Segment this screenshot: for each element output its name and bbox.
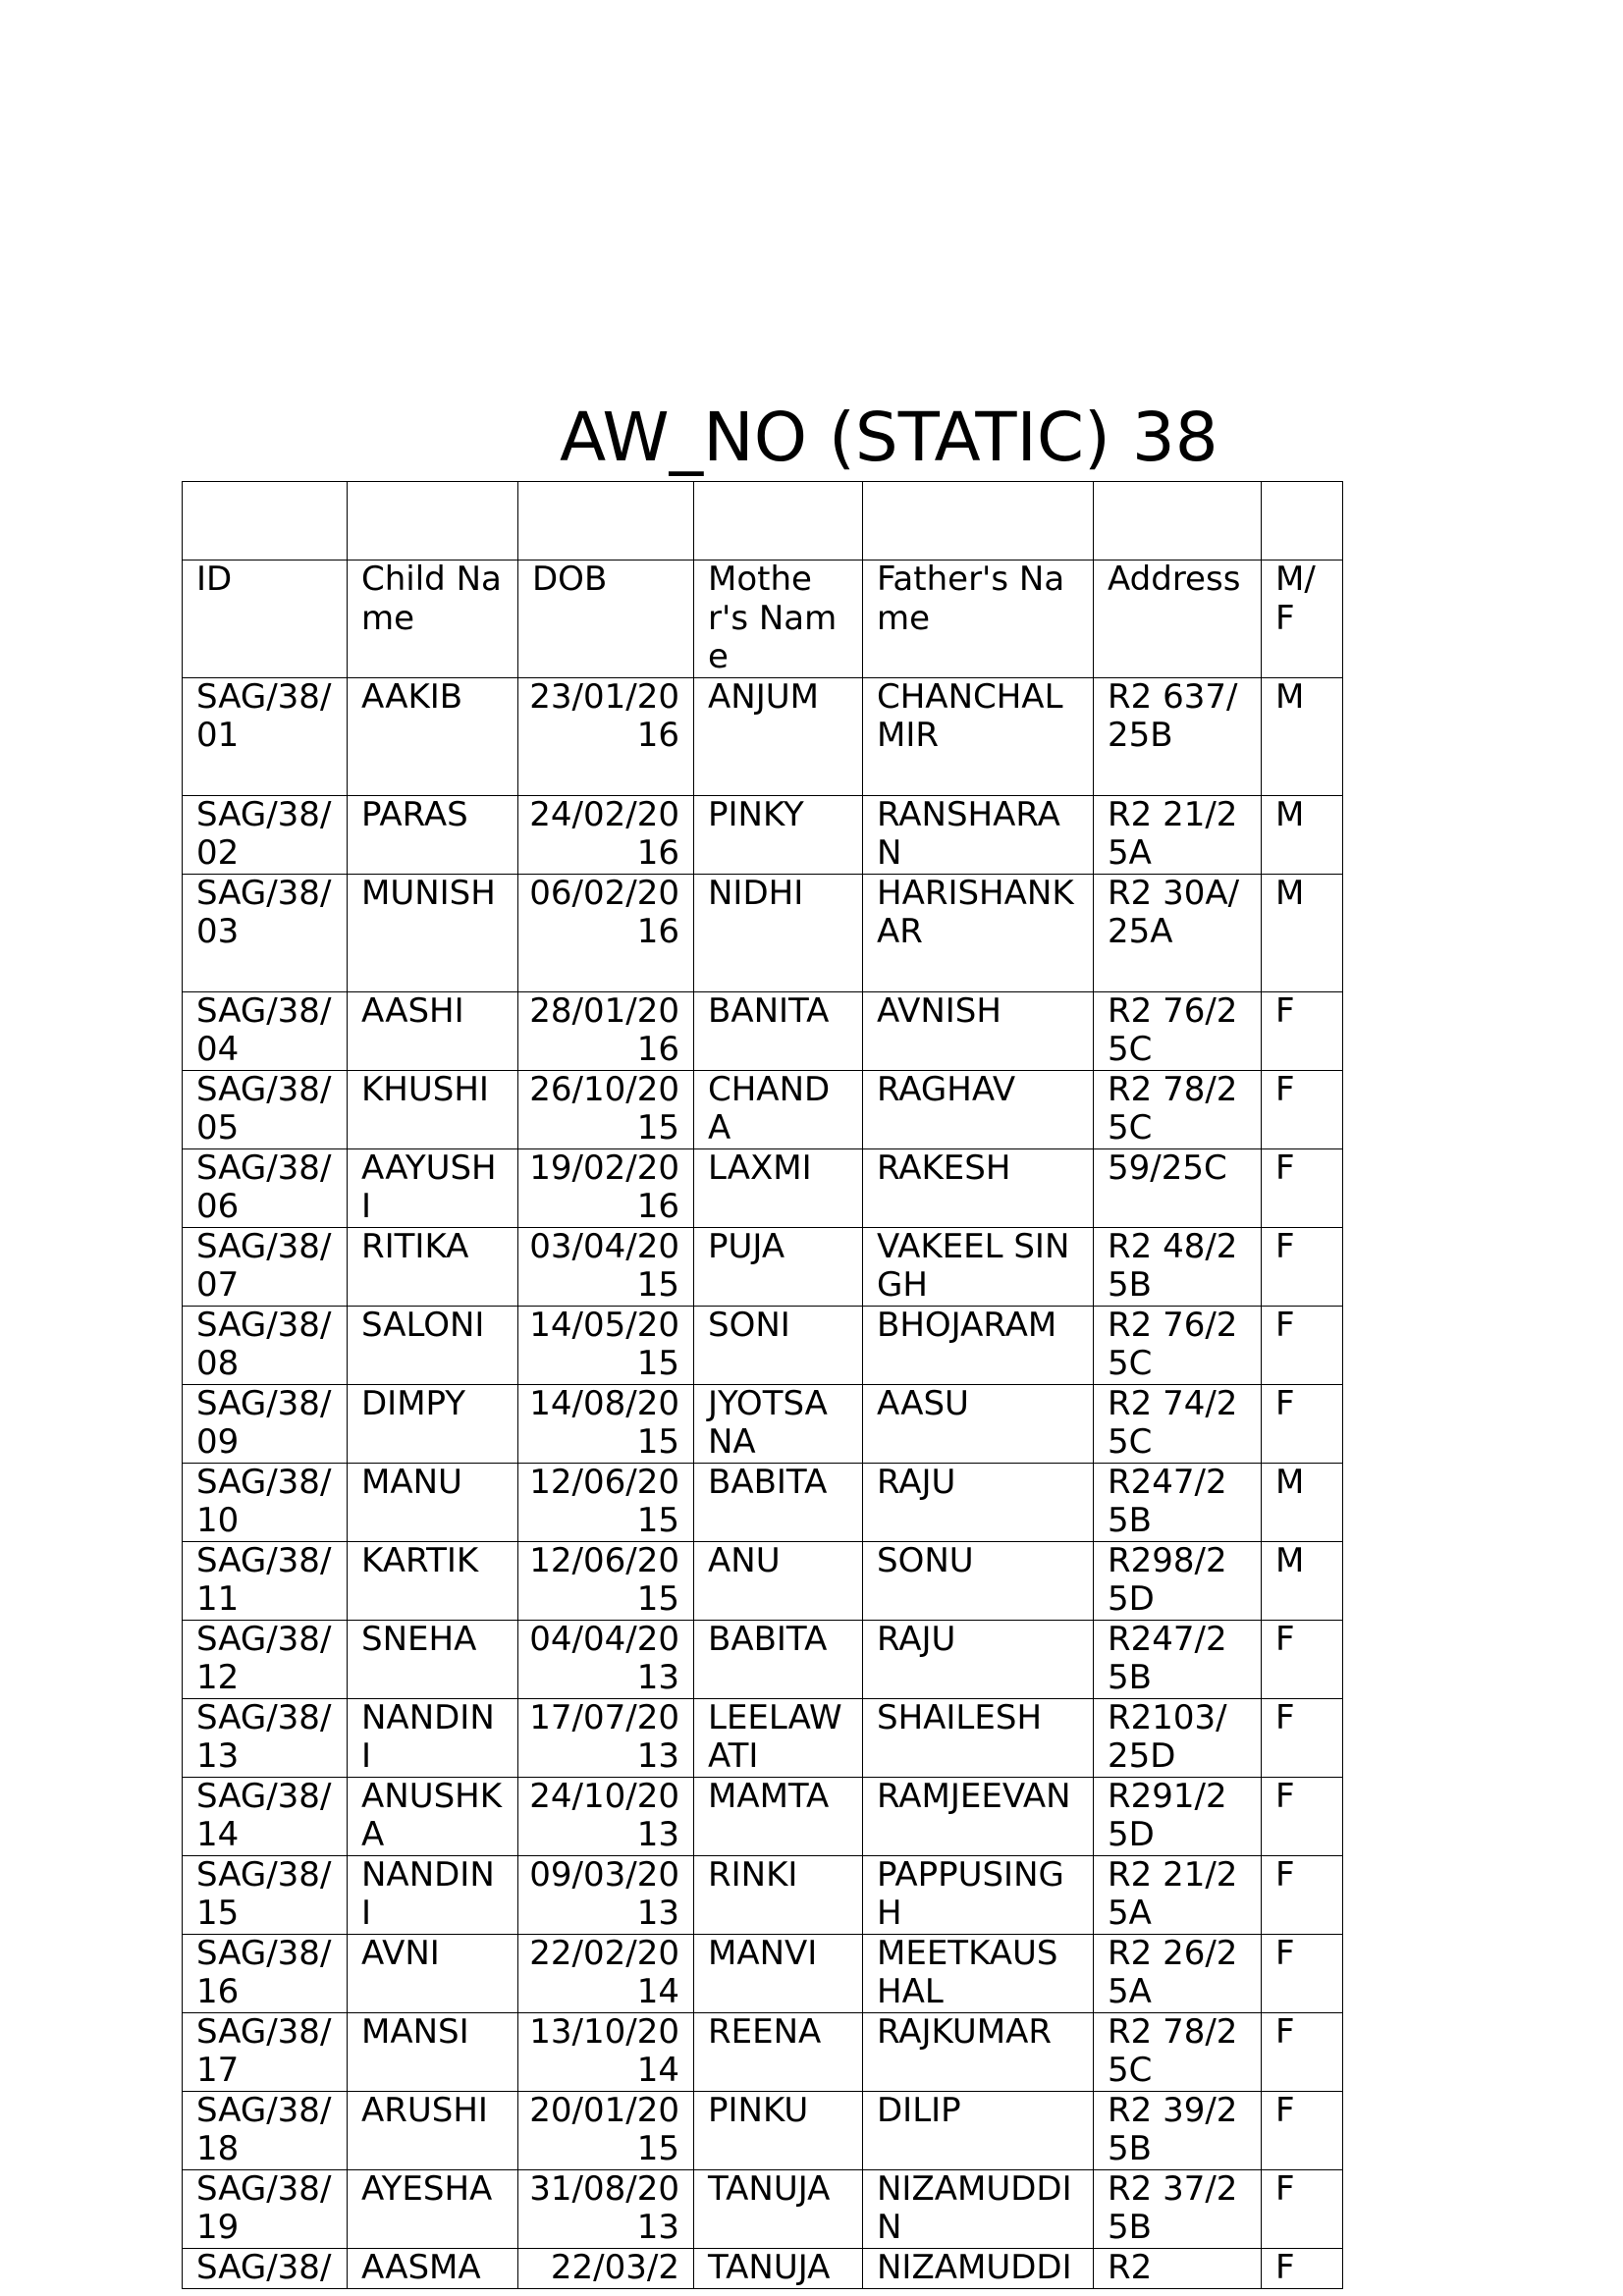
- cell-mother-name: REENA: [694, 2012, 863, 2091]
- cell-mother-name: LAXMI: [694, 1148, 863, 1227]
- cell-sex: M: [1262, 1541, 1343, 1620]
- cell-sex: F: [1262, 1698, 1343, 1777]
- cell-mother-name: ANJUM: [694, 677, 863, 795]
- cell-child-name: ANUSHKA: [348, 1777, 518, 1855]
- cell-id: SAG/38/13: [183, 1698, 348, 1777]
- cell-child-name: MUNISH: [348, 874, 518, 991]
- page-title: AW_NO (STATIC) 38: [560, 399, 1218, 477]
- cell-mother-name: PUJA: [694, 1227, 863, 1306]
- cell-id: SAG/38/18: [183, 2091, 348, 2169]
- cell-address: R2 76/25C: [1094, 991, 1262, 1070]
- cell-address: R2 39/25B: [1094, 2091, 1262, 2169]
- cell-father-name: RAJU: [863, 1620, 1094, 1698]
- table-row: [183, 1698, 1343, 1777]
- cell-mother-name: BANITA: [694, 991, 863, 1070]
- cell-father-name: BHOJARAM: [863, 1306, 1094, 1384]
- cell-address: R247/25B: [1094, 1463, 1262, 1541]
- cell-sex: F: [1262, 1227, 1343, 1306]
- cell-id: SAG/38/14: [183, 1777, 348, 1855]
- cell-child-name: AASMA: [348, 2248, 518, 2288]
- cell-sex: M: [1262, 1463, 1343, 1541]
- cell-address: R2103/25D: [1094, 1698, 1262, 1777]
- table-row: [183, 2091, 1343, 2169]
- table-row: [183, 1070, 1343, 1148]
- cell-child-name: DIMPY: [348, 1384, 518, 1463]
- cell-child-name: MANSI: [348, 2012, 518, 2091]
- column-header-id: ID: [183, 561, 348, 678]
- cell-mother-name: NIDHI: [694, 874, 863, 991]
- cell-id: SAG/38/02: [183, 795, 348, 874]
- cell-mother-name: ANU: [694, 1541, 863, 1620]
- cell-mother-name: PINKU: [694, 2091, 863, 2169]
- cell-address: R2 76/25C: [1094, 1306, 1262, 1384]
- cell-id: SAG/38/17: [183, 2012, 348, 2091]
- cell-sex: F: [1262, 2169, 1343, 2248]
- column-header-child-name: Child Name: [348, 561, 518, 678]
- cell-id: SAG/38/10: [183, 1463, 348, 1541]
- cell-dob: 24/10/2013: [518, 1777, 694, 1855]
- cell-mother-name: TANUJA: [694, 2169, 863, 2248]
- blank-cell: [1262, 482, 1343, 561]
- cell-child-name: SALONI: [348, 1306, 518, 1384]
- cell-sex: F: [1262, 1306, 1343, 1384]
- cell-dob: 26/10/2015: [518, 1070, 694, 1148]
- cell-sex: F: [1262, 1070, 1343, 1148]
- cell-father-name: RAJKUMAR: [863, 2012, 1094, 2091]
- column-header-sex: M/F: [1262, 561, 1343, 678]
- cell-dob: 14/05/2015: [518, 1306, 694, 1384]
- cell-id: SAG/38/04: [183, 991, 348, 1070]
- header-row: [183, 561, 1343, 678]
- cell-sex: F: [1262, 2012, 1343, 2091]
- cell-mother-name: MANVI: [694, 1934, 863, 2012]
- cell-id: SAG/38/09: [183, 1384, 348, 1463]
- children-register-table: [182, 481, 1343, 2289]
- cell-father-name: NIZAMUDDI: [863, 2248, 1094, 2288]
- cell-father-name: AVNISH: [863, 991, 1094, 1070]
- blank-cell: [518, 482, 694, 561]
- cell-sex: M: [1262, 677, 1343, 795]
- table-row: [183, 1541, 1343, 1620]
- cell-id: SAG/38/12: [183, 1620, 348, 1698]
- cell-address: R298/25D: [1094, 1541, 1262, 1620]
- cell-sex: F: [1262, 1855, 1343, 1934]
- cell-child-name: AVNI: [348, 1934, 518, 2012]
- table-row: [183, 1384, 1343, 1463]
- column-header-father-name: Father's Name: [863, 561, 1094, 678]
- cell-address: R2 78/25C: [1094, 2012, 1262, 2091]
- cell-id: SAG/38/07: [183, 1227, 348, 1306]
- table-row: [183, 1227, 1343, 1306]
- cell-dob: 09/03/2013: [518, 1855, 694, 1934]
- column-header-mother-name: Mother's Name: [694, 561, 863, 678]
- cell-id: SAG/38/06: [183, 1148, 348, 1227]
- cell-father-name: SONU: [863, 1541, 1094, 1620]
- cell-dob: 20/01/2015: [518, 2091, 694, 2169]
- cell-id: SAG/38/19: [183, 2169, 348, 2248]
- cell-father-name: PAPPUSINGH: [863, 1855, 1094, 1934]
- blank-cell: [694, 482, 863, 561]
- cell-father-name: DILIP: [863, 2091, 1094, 2169]
- blank-row: [183, 482, 1343, 561]
- cell-address: R2: [1094, 2248, 1262, 2288]
- cell-child-name: AASHI: [348, 991, 518, 1070]
- table-row: [183, 677, 1343, 795]
- cell-dob: 12/06/2015: [518, 1541, 694, 1620]
- cell-child-name: PARAS: [348, 795, 518, 874]
- table-row: [183, 1306, 1343, 1384]
- cell-address: R2 37/25B: [1094, 2169, 1262, 2248]
- cell-address: R2 21/25A: [1094, 795, 1262, 874]
- cell-address: 59/25C: [1094, 1148, 1262, 1227]
- cell-mother-name: RINKI: [694, 1855, 863, 1934]
- table-row: [183, 1934, 1343, 2012]
- cell-sex: F: [1262, 991, 1343, 1070]
- cell-child-name: NANDINI: [348, 1698, 518, 1777]
- table-row: [183, 2248, 1343, 2288]
- cell-dob: 23/01/2016: [518, 677, 694, 795]
- cell-father-name: RAKESH: [863, 1148, 1094, 1227]
- column-header-address: Address: [1094, 561, 1262, 678]
- cell-sex: F: [1262, 1148, 1343, 1227]
- cell-dob: 12/06/2015: [518, 1463, 694, 1541]
- cell-address: R291/25D: [1094, 1777, 1262, 1855]
- cell-child-name: NANDINI: [348, 1855, 518, 1934]
- cell-id: SAG/38/01: [183, 677, 348, 795]
- cell-id: SAG/38/: [183, 2248, 348, 2288]
- cell-address: R2 637/25B: [1094, 677, 1262, 795]
- cell-id: SAG/38/08: [183, 1306, 348, 1384]
- cell-sex: M: [1262, 795, 1343, 874]
- cell-child-name: AAKIB: [348, 677, 518, 795]
- cell-id: SAG/38/11: [183, 1541, 348, 1620]
- cell-address: R2 74/25C: [1094, 1384, 1262, 1463]
- cell-child-name: SNEHA: [348, 1620, 518, 1698]
- table-row: [183, 2169, 1343, 2248]
- cell-mother-name: PINKY: [694, 795, 863, 874]
- cell-father-name: RAJU: [863, 1463, 1094, 1541]
- table-body: [183, 482, 1343, 2289]
- table-row: [183, 991, 1343, 1070]
- cell-child-name: AAYUSHI: [348, 1148, 518, 1227]
- cell-child-name: ARUSHI: [348, 2091, 518, 2169]
- table-row: [183, 1855, 1343, 1934]
- cell-id: SAG/38/15: [183, 1855, 348, 1934]
- cell-dob: 22/02/2014: [518, 1934, 694, 2012]
- cell-child-name: RITIKA: [348, 1227, 518, 1306]
- cell-dob: 13/10/2014: [518, 2012, 694, 2091]
- cell-father-name: MEETKAUSHAL: [863, 1934, 1094, 2012]
- cell-sex: F: [1262, 1384, 1343, 1463]
- table-row: [183, 1620, 1343, 1698]
- cell-dob: 19/02/2016: [518, 1148, 694, 1227]
- column-header-dob: DOB: [518, 561, 694, 678]
- cell-mother-name: BABITA: [694, 1463, 863, 1541]
- blank-cell: [1094, 482, 1262, 561]
- cell-dob: 14/08/2015: [518, 1384, 694, 1463]
- cell-mother-name: LEELAWATI: [694, 1698, 863, 1777]
- cell-dob: 06/02/2016: [518, 874, 694, 991]
- table-row: [183, 2012, 1343, 2091]
- blank-cell: [863, 482, 1094, 561]
- cell-father-name: HARISHANKAR: [863, 874, 1094, 991]
- cell-address: R247/25B: [1094, 1620, 1262, 1698]
- cell-father-name: RAGHAV: [863, 1070, 1094, 1148]
- cell-mother-name: BABITA: [694, 1620, 863, 1698]
- table-row: [183, 795, 1343, 874]
- cell-father-name: AASU: [863, 1384, 1094, 1463]
- table-row: [183, 874, 1343, 991]
- cell-mother-name: SONI: [694, 1306, 863, 1384]
- cell-dob: 31/08/2013: [518, 2169, 694, 2248]
- cell-id: SAG/38/05: [183, 1070, 348, 1148]
- cell-father-name: CHANCHAL MIR: [863, 677, 1094, 795]
- cell-sex: F: [1262, 2091, 1343, 2169]
- cell-child-name: AYESHA: [348, 2169, 518, 2248]
- cell-dob: 28/01/2016: [518, 991, 694, 1070]
- cell-address: R2 26/25A: [1094, 1934, 1262, 2012]
- cell-mother-name: CHANDA: [694, 1070, 863, 1148]
- cell-father-name: VAKEEL SINGH: [863, 1227, 1094, 1306]
- cell-sex: F: [1262, 1934, 1343, 2012]
- cell-mother-name: TANUJA: [694, 2248, 863, 2288]
- cell-sex: F: [1262, 1620, 1343, 1698]
- cell-dob: 04/04/2013: [518, 1620, 694, 1698]
- cell-id: SAG/38/16: [183, 1934, 348, 2012]
- cell-child-name: KHUSHI: [348, 1070, 518, 1148]
- cell-address: R2 21/25A: [1094, 1855, 1262, 1934]
- cell-mother-name: MAMTA: [694, 1777, 863, 1855]
- cell-dob: 24/02/2016: [518, 795, 694, 874]
- cell-father-name: RANSHARAN: [863, 795, 1094, 874]
- cell-sex: M: [1262, 874, 1343, 991]
- table-row: [183, 1463, 1343, 1541]
- cell-child-name: MANU: [348, 1463, 518, 1541]
- cell-mother-name: JYOTSANA: [694, 1384, 863, 1463]
- cell-id: SAG/38/03: [183, 874, 348, 991]
- blank-cell: [183, 482, 348, 561]
- cell-child-name: KARTIK: [348, 1541, 518, 1620]
- cell-dob: 17/07/2013: [518, 1698, 694, 1777]
- cell-address: R2 78/25C: [1094, 1070, 1262, 1148]
- cell-father-name: SHAILESH: [863, 1698, 1094, 1777]
- cell-dob: 22/03/2: [518, 2248, 694, 2288]
- table-row: [183, 1148, 1343, 1227]
- cell-father-name: RAMJEEVAN: [863, 1777, 1094, 1855]
- cell-address: R2 48/25B: [1094, 1227, 1262, 1306]
- cell-address: R2 30A/25A: [1094, 874, 1262, 991]
- cell-sex: F: [1262, 1777, 1343, 1855]
- cell-sex: F: [1262, 2248, 1343, 2288]
- cell-father-name: NIZAMUDDIN: [863, 2169, 1094, 2248]
- blank-cell: [348, 482, 518, 561]
- cell-dob: 03/04/2015: [518, 1227, 694, 1306]
- table-row: [183, 1777, 1343, 1855]
